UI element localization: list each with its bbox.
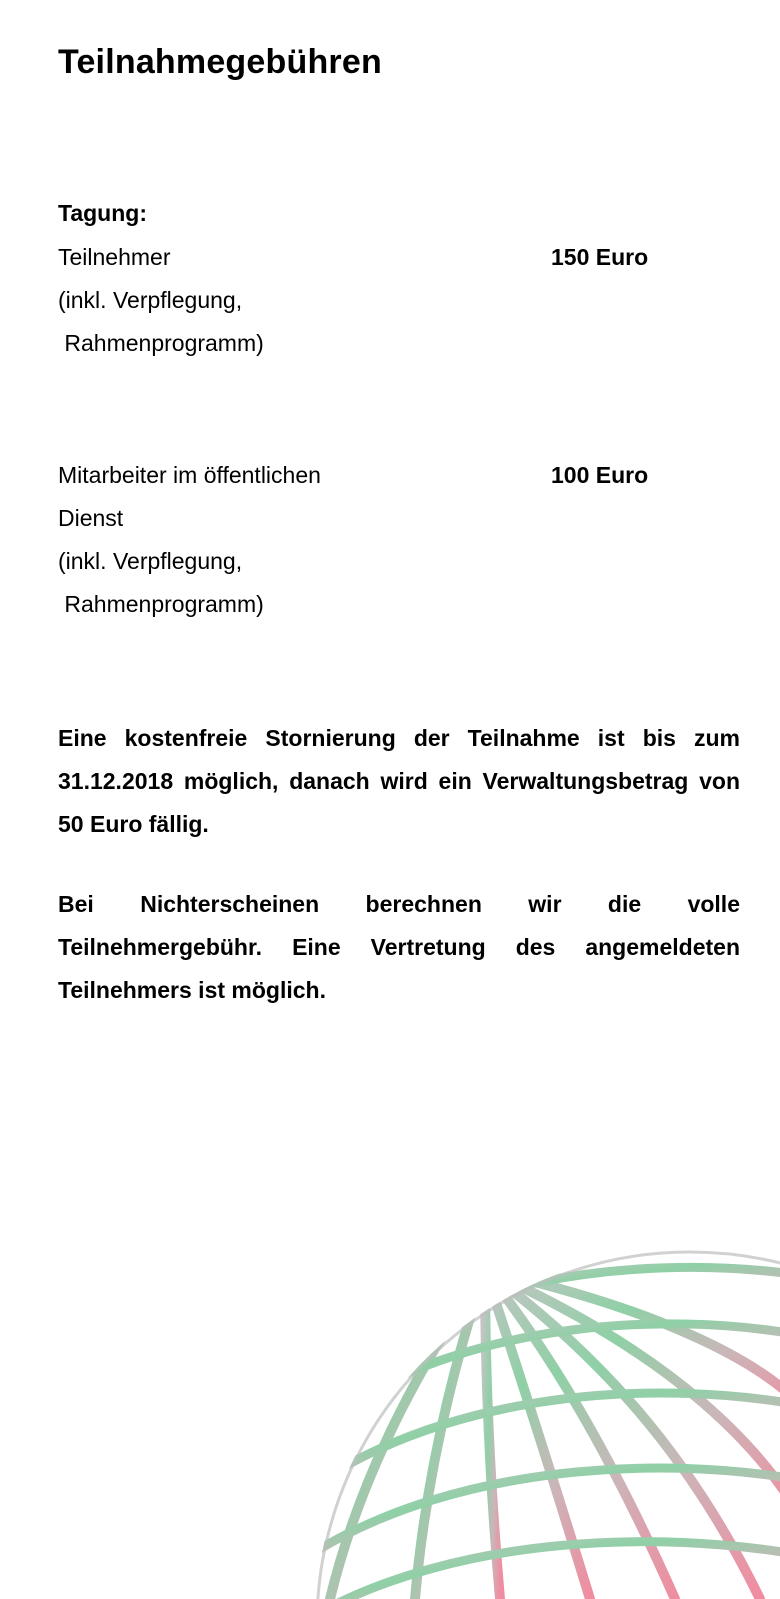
fee-label-line: (inkl. Verpflegung,: [58, 548, 243, 574]
fee-label-line: Mitarbeiter im öffentlichen: [58, 462, 321, 488]
fee-label-line: Teilnehmer: [58, 244, 171, 270]
no-show-notice: Bei Nichterscheinen berechnen wir die volle Teilnehmergebühr. Eine Vertretung des angemeldeten Teilnehmers ist möglich.: [58, 891, 740, 1003]
fee-label-line: Dienst: [58, 505, 124, 531]
fee-label-line: Rahmenprogramm): [58, 330, 264, 356]
page-title: Teilnahmegebühren: [58, 43, 382, 81]
cancellation-notice: Eine kostenfreie Stornierung der Teilnahme ist bis zum 31.12.2018 möglich, danach wird ein Verwaltungsbetrag von 50 Euro fällig.: [58, 725, 740, 837]
fee-label: [58, 236, 488, 365]
fee-label-line: (inkl. Verpflegung,: [58, 287, 243, 313]
fee-label: [58, 454, 488, 626]
fee-row-participant: [58, 236, 678, 365]
fee-row-public-service: [58, 454, 678, 626]
fee-price: 100 Euro: [551, 462, 649, 488]
fee-price: 150 Euro: [551, 244, 649, 270]
globe-grid-icon: [300, 1215, 780, 1599]
fee-label-line: Rahmenprogramm): [58, 591, 264, 617]
section-heading: Tagung:: [58, 200, 147, 226]
